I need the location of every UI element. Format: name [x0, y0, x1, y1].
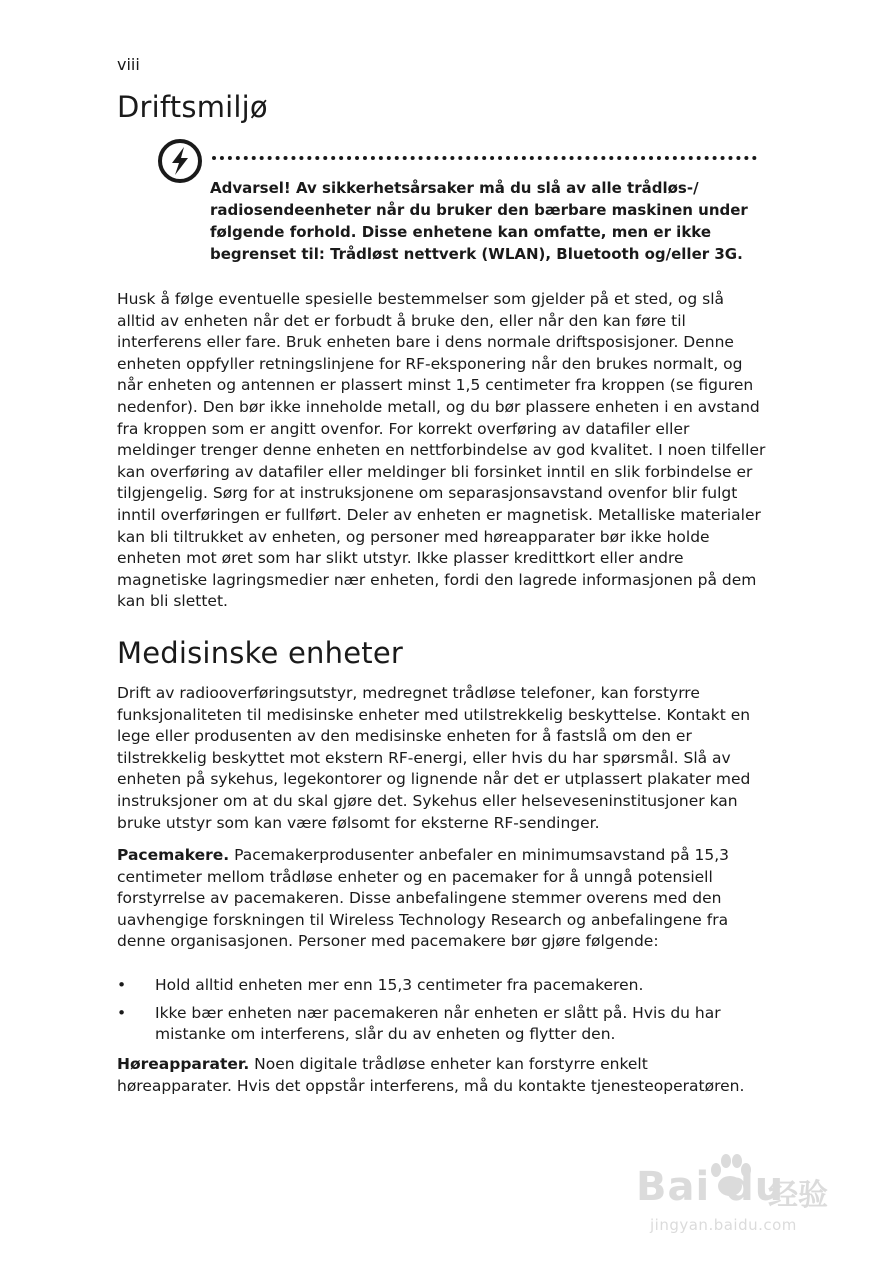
- watermark-cn: 经验: [768, 1178, 828, 1213]
- watermark-logo: Bai du: [636, 1164, 785, 1210]
- warning-text: Advarsel! Av sikkerhetsårsaker må du slå av alle trådløs-/ radiosendeenheter når du bruker den bærbare maskinen under følgende forhold. Disse enhetene kan omfatte, men er ikke begrenset til: Trådløst nettverk (WLAN), Bluetooth og/eller 3G.: [210, 179, 748, 263]
- hearing-aid-paragraph: [117, 1054, 767, 1097]
- section-title-medisinske-enheter: Medisinske enheter: [117, 636, 403, 670]
- hearing-aid-term: Høreapparater.: [117, 1055, 250, 1073]
- bullet-text: Ikke bær enheten nær pacemakeren når enheten er slått på. Hvis du har mistanke om interferens, slår du av enheten og flytter den.: [155, 1003, 721, 1044]
- pacemaker-term: Pacemakere.: [117, 846, 230, 864]
- bullet-icon: •: [117, 976, 127, 994]
- page-number: viii: [117, 55, 140, 74]
- warning-lightning-icon: [157, 138, 203, 184]
- medisinske-intro-paragraph: Drift av radiooverføringsutstyr, medregnet trådløse telefoner, kan forstyrre funksjonaliteten til medisinske enheter med utilstrekkelig beskyttelse. Kontakt en lege eller produsenten av den medisinske enheten for å fastslå om den er tilstrekkelig beskyttet mot ekstern RF-energi, eller hvis du har spørsmål. Slå av enheten på sykehus, legekontorer og lignende når det er utplassert plakater med instruksjoner om at du skal gjøre det. Sykehus eller helseveseninstitusjoner kan bruke utstyr som kan være følsomt for eksterne RF-sendinger.: [117, 684, 751, 832]
- warning-divider: [212, 156, 757, 160]
- list-item: [117, 975, 767, 997]
- section-title-driftsmiljo: Driftsmiljø: [117, 90, 268, 124]
- list-item: [117, 1003, 767, 1046]
- pacemaker-paragraph: [117, 845, 767, 953]
- pacemaker-text: Pacemakerprodusenter anbefaler en minimumsavstand på 15,3 centimeter mellom trådløse enheter og en pacemaker for å unngå potensiell forstyrrelse av pacemakeren. Disse anbefalingene stemmer overens med den uavhengige forskningen til Wireless Technology Research og anbefalingene fra denne organisasjonen. Personer med pacemakere bør gjøre følgende:: [117, 846, 730, 951]
- hearing-aid-text: Noen digitale trådløse enheter kan forstyrre enkelt høreapparater. Hvis det oppstår interferens, må du kontakte tjenesteoperatøren.: [117, 1055, 745, 1095]
- watermark-url: jingyan.baidu.com: [650, 1216, 797, 1234]
- paw-icon: [702, 1148, 758, 1204]
- bullet-icon: •: [117, 1003, 127, 1022]
- baidu-watermark: [636, 1148, 846, 1248]
- driftsmiljo-paragraph: Husk å følge eventuelle spesielle bestemmelser som gjelder på et sted, og slå alltid av enheten når det er forbudt å bruke den, eller når den kan føre til interferens eller fare. Bruk enheten bare i dens normale driftsposisjoner. Denne enheten oppfyller retningslinjene for RF-eksponering når den brukes normalt, og når enheten og antennen er plassert minst 1,5 centimeter fra kroppen (se figuren nedenfor). Den bør ikke inneholde metall, og du bør plassere enheten i en avstand fra kroppen som er angitt ovenfor. For korrekt overføring av datafiler eller meldinger trenger denne enheten en nettforbindelse av god kvalitet. I noen tilfeller kan overføring av datafiler eller meldinger bli forsinket inntil en slik forbindelse er tilgjengelig. Sørg for at instruksjonene om separasjonsavstand ovenfor blir fulgt inntil overføringen er fullført. Deler av enheten er magnetisk. Metalliske materialer kan bli tiltrukket av enheten, og personer med høreapparater bør ikke holde enheten mot øret som har slikt utstyr. Ikke plasser kredittkort eller andre magnetiske lagringsmedier nær enheten, fordi den lagrede informasjonen på dem kan bli slettet.: [117, 290, 766, 611]
- bullet-text: Hold alltid enheten mer enn 15,3 centimeter fra pacemakeren.: [155, 976, 644, 994]
- pacemaker-bullet-list: [117, 975, 767, 1052]
